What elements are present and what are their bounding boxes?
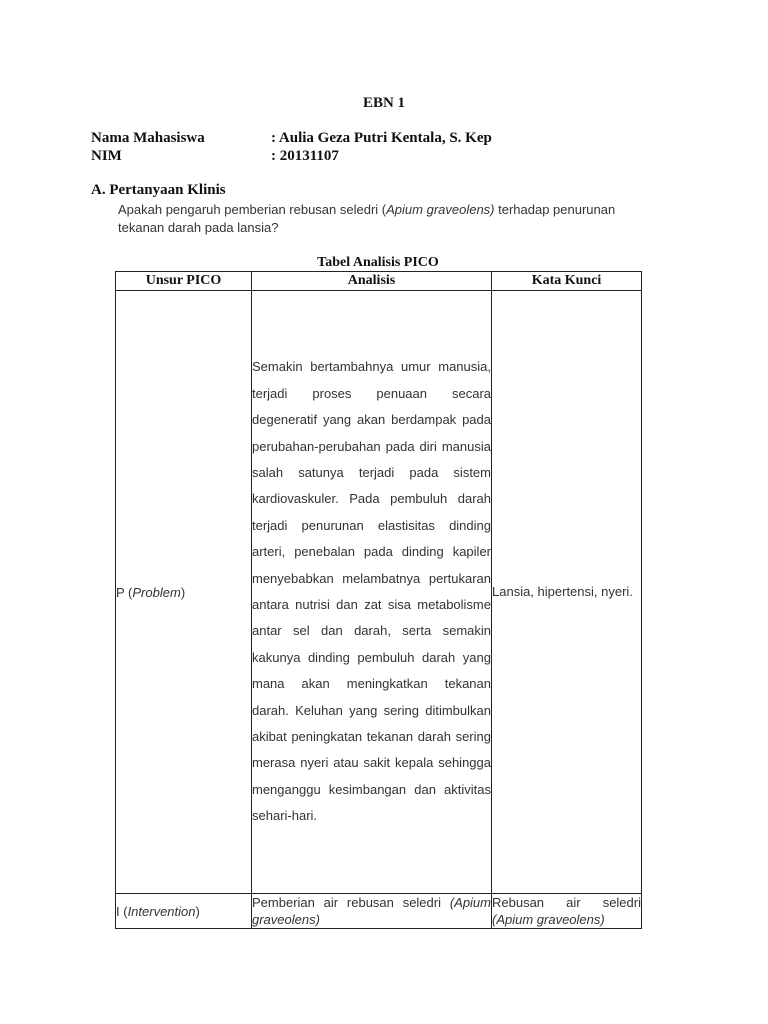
unsur-close: ) bbox=[180, 584, 186, 600]
cell-unsur-problem bbox=[116, 291, 252, 894]
header-unsur-pico: Unsur PICO bbox=[116, 272, 252, 291]
clinical-question bbox=[118, 201, 638, 237]
nim-label: NIM bbox=[91, 148, 122, 164]
student-name-label: Nama Mahasiswa bbox=[91, 130, 205, 146]
cell-unsur-intervention bbox=[116, 894, 252, 929]
unsur-italic: Intervention bbox=[127, 903, 196, 919]
header-analisis: Analisis bbox=[252, 272, 492, 291]
table-header-row bbox=[116, 272, 642, 291]
unsur-close: ) bbox=[195, 903, 200, 919]
header-kata-kunci: Kata Kunci bbox=[492, 272, 642, 291]
unsur-italic: Problem bbox=[132, 584, 181, 600]
question-text-italic: Apium graveolens) bbox=[386, 202, 495, 217]
cell-kata-kunci-intervention bbox=[492, 894, 642, 929]
analisis-italic: (Apium graveolens) bbox=[252, 895, 491, 927]
table-caption: Tabel Analisis PICO bbox=[317, 255, 439, 270]
section-a-heading: A. Pertanyaan Klinis bbox=[91, 182, 226, 198]
cell-analisis-intervention bbox=[252, 894, 492, 929]
question-text-after: terhadap penurunan tekanan darah pada lansia? bbox=[118, 202, 616, 235]
student-name-value: : Aulia Geza Putri Kentala, S. Kep bbox=[271, 130, 492, 146]
unsur-letter: P ( bbox=[116, 584, 133, 600]
nim-value: : 20131107 bbox=[271, 148, 339, 164]
analisis-text: Pemberian air rebusan seledri bbox=[252, 895, 441, 910]
unsur-letter: I ( bbox=[116, 903, 128, 919]
table-row-problem bbox=[116, 291, 642, 894]
table-row-intervention bbox=[116, 894, 642, 929]
cell-kata-kunci-problem: Lansia, hipertensi, nyeri. bbox=[492, 291, 642, 894]
kata-kunci-italic: (Apium graveolens) bbox=[492, 912, 605, 927]
cell-analisis-problem: Semakin bertambahnya umur manusia, terjadi proses penuaan secara degeneratif yang akan berdampak pada perubahan-perubahan pada diri manusia salah satunya terjadi pada sistem kardiovaskuler. Pada pembuluh darah terjadi penurunan elastisitas dinding arteri, penebalan pada dinding kapiler menyebabkan melambatnya pertukaran antara nutrisi dan zat sisa metabolisme antar sel dan darah, serta semakin kakunya dinding pembuluh darah yang mana akan meningkatkan tekanan darah. Keluhan yang sering ditimbulkan akibat peningkatan tekanan darah sering merasa nyeri atau sakit kepala sehingga menganggu kesimbangan dan aktivitas sehari-hari. bbox=[252, 291, 492, 894]
pico-table bbox=[115, 271, 642, 929]
document-title: EBN 1 bbox=[362, 95, 406, 111]
question-text-before: Apakah pengaruh pemberian rebusan seledri ( bbox=[118, 202, 387, 217]
kata-kunci-text: Rebusan air seledri bbox=[492, 895, 641, 910]
